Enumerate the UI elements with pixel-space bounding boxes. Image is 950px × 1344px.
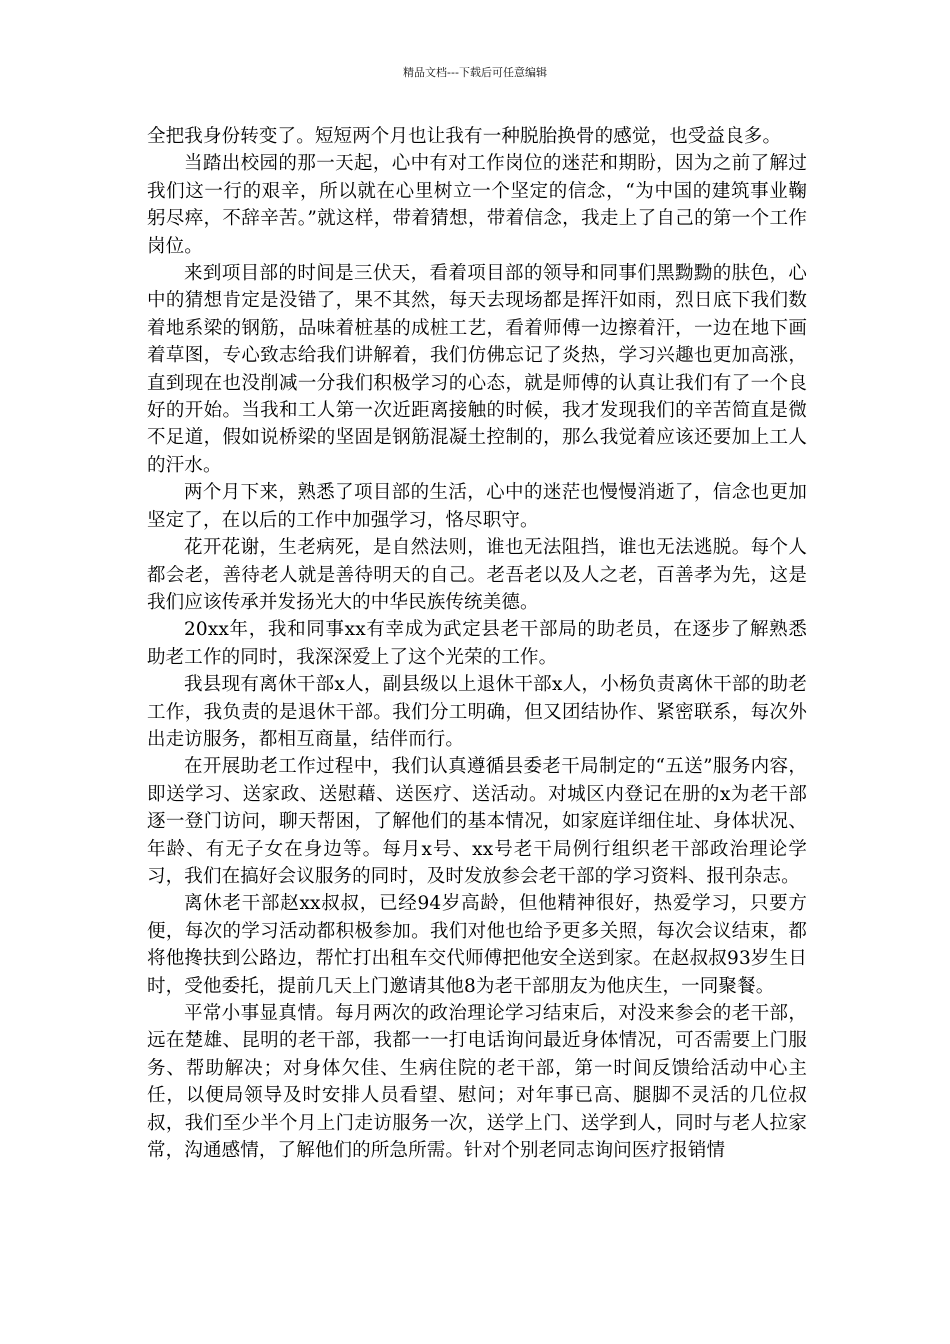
page-header: 精品文档---下载后可任意编辑: [403, 66, 547, 79]
paragraph-2: 当踏出校园的那一天起，心中有对工作岗位的迷茫和期盼，因为之前了解过我们这一行的艰辛，所以就在心里树立一个坚定的信念，“为中国的建筑事业鞠躬尽瘁，不辞辛苦。”就这样，带着猜想，带着信念，我走上了自己的第一个工作岗位。: [147, 153, 807, 257]
paragraph-8: 在开展助老工作过程中，我们认真遵循县委老干局制定的“五送”服务内容，即送学习、送家政、送慰藉、送医疗、送活动。对城区内登记在册的x为老干部逐一登门访问，聊天帮困，了解他们的基本情况，如家庭详细住址、身体状况、年龄、有无子女在身边等。每月x号、xx号老干局例行组织老干部政治理论学习，我们在搞好会议服务的同时，及时发放参会老干部的学习资料、报刊杂志。: [147, 756, 807, 887]
paragraph-1: 全把我身份转变了。短短两个月也让我有一种脱胎换骨的感觉，也受益良多。: [147, 126, 782, 147]
document-body: [147, 123, 807, 1164]
paragraph-10: 平常小事显真情。每月两次的政治理论学习结束后，对没来参会的老干部，远在楚雄、昆明的老干部，我都一一打电话询问最近身体情况，可否需要上门服务、帮助解决；对身体欠佳、生病住院的老干部，第一时间反馈给活动中心主任，以便局领导及时安排人员看望、慰问；对年事已高、腿脚不灵活的几位叔叔，我们至少半个月上门走访服务一次，送学上门、送学到人，同时与老人拉家常，沟通感情，了解他们的所急所需。针对个别老同志询问医疗报销情: [147, 1003, 807, 1162]
paragraph-4: 两个月下来，熟悉了项目部的生活，心中的迷茫也慢慢消逝了，信念也更加坚定了，在以后的工作中加强学习，恪尽职守。: [147, 482, 807, 531]
paragraph-9: 离休老干部赵xx叔叔，已经94岁高龄，但他精神很好，热爱学习，只要方便，每次的学习活动都积极参加。我们对他也给予更多关照，每次会议结束，都将他搀扶到公路边，帮忙打出租车交代师傅把他安全送到家。在赵叔叔93岁生日时，受他委托，提前几天上门邀请其他8为老干部朋友为他庆生，一同聚餐。: [147, 893, 807, 997]
paragraph-7: 我县现有离休干部x人，副县级以上退休干部x人，小杨负责离休干部的助老工作，我负责的是退休干部。我们分工明确，但又团结协作、紧密联系，每次外出走访服务，都相互商量，结伴而行。: [147, 674, 807, 750]
paragraph-3: 来到项目部的时间是三伏天，看着项目部的领导和同事们黑黝黝的肤色，心中的猜想肯定是没错了，果不其然，每天去现场都是挥汗如雨，烈日底下我们数着地系梁的钢筋，品味着桩基的成桩工艺，看着师傅一边擦着汗，一边在地下画着草图，专心致志给我们讲解着，我们仿佛忘记了炎热，学习兴趣也更加高涨，直到现在也没削减一分我们积极学习的心态，就是师傅的认真让我们有了一个良好的开始。当我和工人第一次近距离接触的时候，我才发现我们的辛苦简直是微不足道，假如说桥梁的坚固是钢筋混凝土控制的，那么我觉着应该还要加上工人的汗水。: [147, 263, 807, 476]
paragraph-6: 20xx年，我和同事xx有幸成为武定县老干部局的助老员，在逐步了解熟悉助老工作的同时，我深深爱上了这个光荣的工作。: [147, 619, 807, 668]
paragraph-5: 花开花谢，生老病死，是自然法则，谁也无法阻挡，谁也无法逃脱。每个人都会老，善待老人就是善待明天的自己。老吾老以及人之老，百善孝为先，这是我们应该传承并发扬光大的中华民族传统美德。: [147, 537, 807, 613]
